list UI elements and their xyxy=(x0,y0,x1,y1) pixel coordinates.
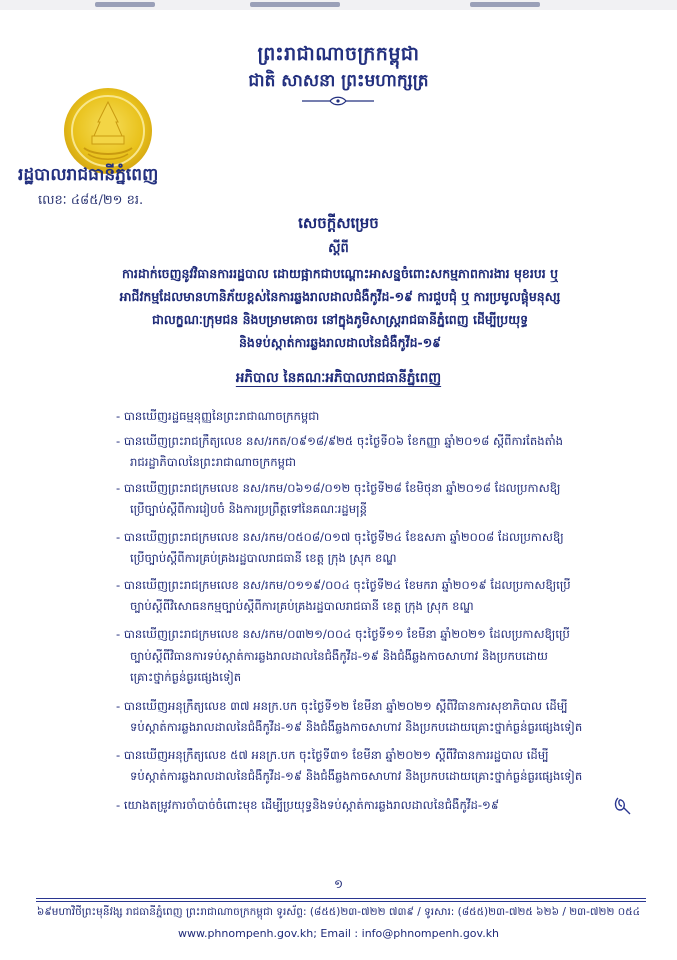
governor-heading: អភិបាល នៃគណៈអភិបាលរាជធានីភ្នំពេញ xyxy=(235,370,442,386)
consideration-item: - បានឃើញព្រះរាជក្រមលេខ នស/រកម/០៣២១/០០៤ ចុះថ្ងៃទី១១ ខែមីនា ឆ្នាំ២០២១ ដែលប្រកាសឱ្យប្រើ xyxy=(116,627,570,641)
consideration-item-continued: ទប់ស្កាត់ការឆ្លងរាលដាលនៃជំងឺកូវីដ-១៩ និងជំងឺឆ្លងកាចសាហាវ និងប្រកបដោយគ្រោះថ្នាក់ធ្ងន់ធ្ងរផ្សេងទៀត xyxy=(130,769,583,783)
national-motto: ជាតិ សាសនា ព្រះមហាក្សត្រ xyxy=(248,71,429,91)
subject-line: អាជីវកម្មដែលមានហានិភ័យខ្ពស់នៃការឆ្លងរាលដាលជំងឺកូវីដ-១៩ ការជួបជុំ ឬ ការប្រមូលផ្ដុំមនុស្ស xyxy=(119,289,561,304)
footer-contact: www.phnompenh.gov.kh; Email : info@phnompenh.gov.kh xyxy=(177,927,500,940)
consideration-item: - បានឃើញព្រះរាជក្រឹត្យលេខ នស/រកត/០៩១៨/៩២៥ ចុះថ្ងៃទី០៦ ខែកញ្ញា ឆ្នាំ២០១៨ ស្ដីពីការតែងតាំង xyxy=(116,434,563,448)
consideration-item: - បានឃើញព្រះរាជក្រមលេខ នស/រកម/០១១៩/០០៤ ចុះថ្ងៃទី២៤ ខែមករា ឆ្នាំ២០១៩ ដែលប្រកាសឱ្យប្រើ xyxy=(116,578,571,592)
scan-top-edge xyxy=(0,0,677,10)
handwritten-initials-icon xyxy=(612,794,632,818)
issuing-authority-name: រដ្ឋបាលរាជធានីភ្នំពេញ xyxy=(18,165,159,185)
consideration-item: - បានឃើញអនុក្រឹត្យលេខ ៥៧ អនក្រ.បក ចុះថ្ងៃទី៣១ ខែមីនា ឆ្នាំ២០២១ ស្ដីពីវិធានការរដ្ឋបាល ដើម្បី xyxy=(116,748,549,762)
consideration-item: - បានឃើញព្រះរាជក្រមលេខ នស/រកម/០៦១៨/០១២ ចុះថ្ងៃទី២៨ ខែមិថុនា ឆ្នាំ២០១៨ ដែលប្រកាសឱ្យ xyxy=(116,481,561,495)
kingdom-heading: ព្រះរាជាណាចក្រកម្ពុជា xyxy=(257,43,420,65)
footer-address: ៦៩មហាវិថីព្រះមុនីវង្ស រាជធានីភ្នំពេញ ព្រះរាជាណាចក្រកម្ពុជា ទូរស័ព្ទ: (៨៥៥)២៣-៧២២ ៧៣៩ / ទូរសារ: (៨៥៥)២៣-៧២៥ ៦២៦ / ២៣-៧២២ ០៥៤ xyxy=(36,906,641,918)
consideration-item-continued: ច្បាប់ស្ដីពីវិធានការទប់ស្កាត់ការឆ្លងរាលដាលនៃជំងឺកូវីដ-១៩ និងជំងឺឆ្លងកាចសាហាវ និងប្រកបដោយ xyxy=(130,649,548,663)
consideration-item-continued: គ្រោះថ្នាក់ធ្ងន់ធ្ងរផ្សេងទៀត xyxy=(130,670,242,684)
consideration-item: - បានឃើញអនុក្រឹត្យលេខ ៣៧ អនក្រ.បក ចុះថ្ងៃទី១២ ខែមីនា ឆ្នាំ២០២១ ស្ដីពីវិធានការសុខាភិបាល ដើម្បី xyxy=(116,699,568,713)
consideration-item: - យោងតម្រូវការចាំបាច់ចំពោះមុខ ដើម្បីប្រយុទ្ធនិងទប់ស្កាត់ការឆ្លងរាលដាលនៃជំងឺកូវីដ-១៩ xyxy=(116,798,500,812)
document-title: សេចក្ដីសម្រេច xyxy=(298,214,379,232)
city-seal-icon xyxy=(62,86,154,176)
consideration-item-continued: ប្រើច្បាប់ស្ដីពីការរៀបចំ និងការប្រព្រឹត្តទៅនៃគណៈរដ្ឋមន្ត្រី xyxy=(130,502,367,516)
consideration-item-continued: ប្រើច្បាប់ស្ដីពីការគ្រប់គ្រងរដ្ឋបាលរាជធានី ខេត្ត ក្រុង ស្រុក ខណ្ឌ xyxy=(130,551,397,565)
consideration-item: - បានឃើញព្រះរាជក្រមលេខ នស/រកម/០៥០៨/០១៧ ចុះថ្ងៃទី២៤ ខែឧសភា ឆ្នាំ២០០៨ ដែលប្រកាសឱ្យ xyxy=(116,530,564,544)
consideration-item: - បានឃើញរដ្ឋធម្មនុញ្ញនៃព្រះរាជាណាចក្រកម្ពុជា xyxy=(116,409,320,423)
footer-rule xyxy=(36,901,646,902)
consideration-item-continued: ទប់ស្កាត់ការឆ្លងរាលដាលនៃជំងឺកូវីដ-១៩ និងជំងឺឆ្លងកាចសាហាវ និងប្រកបដោយគ្រោះថ្នាក់ធ្ងន់ធ្ងរផ្សេងទៀត xyxy=(130,720,583,734)
footer-rule xyxy=(36,898,646,899)
subject-line: ការដាក់ចេញនូវវិធានការរដ្ឋបាល ដោយផ្អាកជាបណ្ដោះអាសន្នចំពោះសកម្មភាពការងារ មុខរបរ ឬ xyxy=(121,266,559,281)
page-number: ១ xyxy=(333,877,344,891)
consideration-item-continued: រាជរដ្ឋាភិបាលនៃព្រះរាជាណាចក្រកម្ពុជា xyxy=(130,455,296,469)
ornament-divider-icon xyxy=(300,96,376,106)
consideration-item-continued: ច្បាប់ស្ដីពីវិសោធនកម្មច្បាប់ស្ដីពីការគ្រប់គ្រងរដ្ឋបាលរាជធានី ខេត្ត ក្រុង ស្រុក ខណ្ឌ xyxy=(130,599,474,613)
subject-line: និងទប់ស្កាត់ការឆ្លងរាលដាលនៃជំងឺកូវីដ-១៩ xyxy=(238,335,442,350)
document-about: ស្ដីពី xyxy=(328,241,349,256)
reference-number: លេខៈ ៤៨៥/២១ ខរ. xyxy=(38,193,144,208)
subject-line: ជាលក្ខណៈក្រុមជន និងបម្រាមគោចរ នៅក្នុងភូមិសាស្ត្ររាជធានីភ្នំពេញ ដើម្បីប្រយុទ្ធ xyxy=(151,312,529,327)
